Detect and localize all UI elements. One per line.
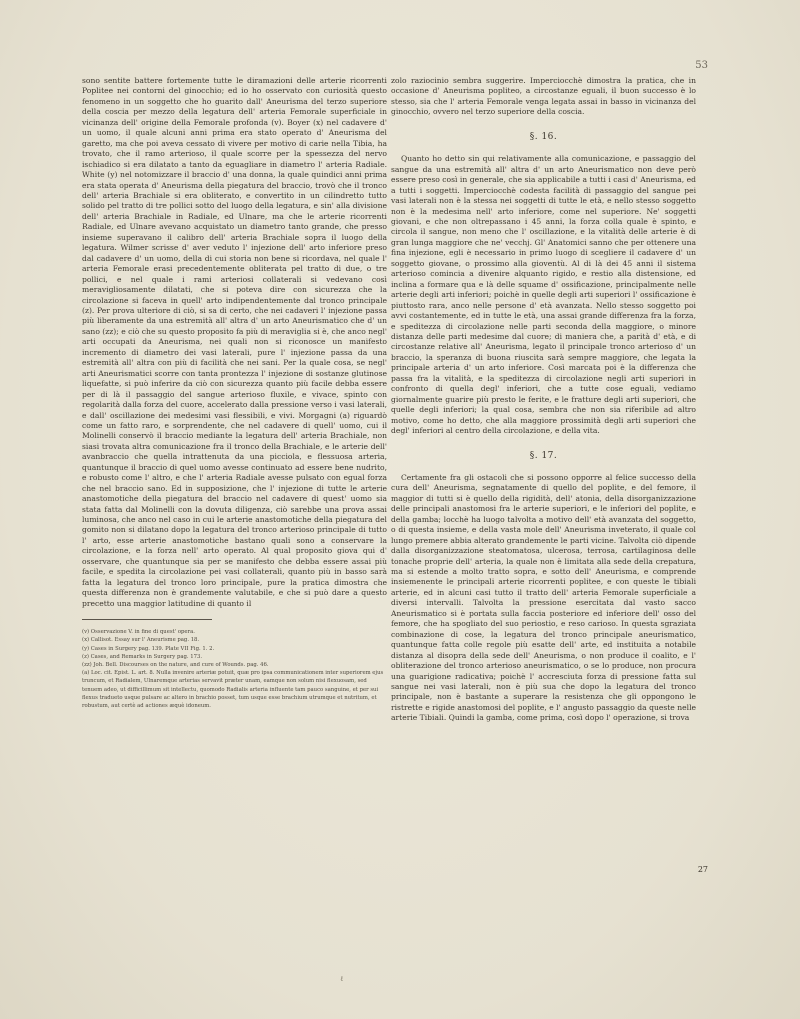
section-16-heading: §. 16. <box>529 131 558 142</box>
section-17-text: Certamente fra gli ostacoli che si possono opporre al felice successo della cura dell' Aneurisma, segnatamente di quello del poplite, e del femore, il maggior di tutti si è quello della rigidità, dell' atonia, della disorganizzazione delle principali anastomosi fra le arterie superiori, e le inferiori del poplite, e della gamba; locchè ha luogo talvolta a motivo dell' età avanzata del soggetto, o di questa insieme, e della vasta mole dell' Aneurisma inveterato, il quale col lungo premere abbia alterato grandemente le parti vicine. Talvolta ciò dipende dalla disorganizzazione steatomatosa, ulcerosa, terrosa, cartilaginosa delle tonache proprie dell' arteria, la quale non è limitata alla sede della crepatura, ma si estende a molto tratto sopra, e sotto dell' Aneurisma, e comprende insiemenente le principali arterie ricorrenti poplitee, e con queste le tibiali arterie, ed in alcuni casi tutto il tratto dell' arteria Femorale superficiale a diversi intervalli. Talvolta la pressione esercitata dal vasto sacco Aneurismatico si è portata sulla faccia posteriore ed inferiore dell' osso del femore, che ha spogliato del suo periostio, e reso carioso. In questa sgraziata combinazione di cose, la legatura del tronco principale aneurismatico, quantunque fatta colle regole più esatte dell' arte, ed instituita a notabile distanza al disopra della sede dell' Aneurisma, o non produce il coalito, e l' obliterazione del tronco arterioso aneurismatico, o se lo produce, non procura una guarigione radicativa; poichè l' accresciuta forza di pressione fatta sul sangue nei vasi laterali, non è più sua che dopo la legatura del tronco principale, non è bastante a superare la resistenza che gli oppongono le ristrette e rigide anastomosi del poplite, e l' angusto passaggio da queste nelle arterie Tibiali. Quindi la gamba, come prima, così dopo l' operazione, si trova <box>391 472 696 723</box>
section-17-heading: §. 17. <box>529 450 558 461</box>
footnotes <box>82 628 387 710</box>
right-column <box>391 76 696 724</box>
left-body-paragraph: sono sentite battere fortemente tutte le diramazioni delle arterie ricorrenti Poplitee nei contorni del ginocchio; ed io ho osservato con curiosità questo fenomeno in un soggetto che ho guarito dall' Aneurisma del terzo superiore della coscia per mezzo della legatura dell' arteria Femorale superficiale in vicinanza dell' origine della Femorale profonda (v). Boyer (x) nel cadavere d' un uomo, il quale alcuni anni prima era stato operato d' Aneurisma del garetto, ma che poi aveva cessato di vivere per motivo di carie nella Tibia, ha trovato, che il ramo arterioso, il quale scorre per la spessezza del nervo ischiadico si era dilatato a tanto da eguagliare in diametro l' arteria Radiale. White (y) nel notomizzare il braccio d' una donna, la quale quindici anni prima era stata operata d' Aneurisma della piegatura del braccio, trovò che il tronco dell' arteria Brachiale si era obliterato, e convertito in un cilindretto tutto solido pel tratto di tre pollici sotto del luogo della legatura, e sin' alla divisione dell' arteria Brachiale in Radiale, ed Ulnare, ma che le arterie ricorrenti Radiale, ed Ulnare avevano acquistato un diametro tanto grande, che presso insieme superavano il calibro dell' arteria Brachiale sopra il luogo della legatura. Wilmer scrisse d' aver veduto l' injezione dell' arto inferiore preso dal cadavere d' un uomo, della di cui storia non bene si ricordava, nel quale l' arteria Femorale erasi precedentemente obliterata pel tratto di due, o tre pollici, e nel quale i rami arteriosi collaterali si vedevano così meravigliosamente dilatati, che si poteva dire con sicurezza che la circolazione si faceva in quell' arto indipendentemente dal tronco principale (z). Per prova ulteriore di ciò, si sa di certo, che nei cadaveri l' injezione passa più liberamente da una estremità all' altra d' un arto Aneurismatico che d' un sano (zz); e ciò che su questo proposito fa più di meraviglia si è, che anco negl' arti occupati da Aneurisma, nei quali non si riconosce un manifesto incremento di diametro dei vasi laterali, pure l' injezione passa da una estremità all' altra con più di facilità che nei sani. Per la quale cosa, se negl' arti Aneurismatici scorre con tanta prontezza l' injezione di sostanze glutinose liquefatte, si può inferire da ciò con sicurezza quanto più facile debba essere per di là il passaggio del sangue arterioso fluxile, e vivace, spinto con regolarità dalla forza del cuore, accelerato dalla pressione verso i vasi laterali, e dall' oscillazione dei medesimi vasi flessibili, e vivi. Morgagni (a) riguardò come un fatto raro, e sorprendente, che nel cadavere di quell' uomo, cui il Molinelli conservò il braccio mediante la legatura dell' arteria Brachiale, non siasi trovata altra comunicazione fra il tronco della Brachiale, e le arterie dell' avanbraccio che quella intrattenuta da una picciola, e flessuosa arteria, quantunque il braccio di quel uomo avesse continuato ad essere bene nudrito, e robusto come l' altro, e che l' arteria Radiale avesse pulsato con egual forza che nel braccio sano. Ed in supposizione, che l' injezione di tutte le arterie anastomotiche della piegatura del braccio nel cadavere di quest' uomo sia stata fatta dal Molinelli con la dovuta diligenza, ciò sarebbe una prova assai luminosa, che anco nel caso in cui le arterie anastomotiche della piegatura del gomito non si dilatano dopo la legatura del tronco arterioso principale di tutto l' arto, esse arterie anastomotiche bastano quali sono a conservare la circolazione, e la forza nell' arto operato. Al qual proposito giova qui d' osservare, che quantunque sia per se manifesto che debba essere assai più facile, e spedita la circolazione pei vasi collaterali, quanto più in basso sarà fatta la legatura del tronco loro principale, pure la pratica dimostra che questa differenza non è grandemente valutabile, e che si può dare a questo precetto una maggior latitudine di quanto il <box>82 76 387 608</box>
left-column <box>82 76 387 710</box>
footnote-zz: (zz) Joh. Bell. Discourses on the nature, and cure of Wounds. pag. 46. <box>82 661 269 668</box>
right-intro-paragraph: zolo raziocinio sembra suggerire. Imperciocchè dimostra la pratica, che in occasione d' Aneurisma popliteo, a circostanze eguali, il buon successo è lo stesso, sia che l' arteria Femorale venga legata assai in basso in vicinanza del ginocchio, ovvero nel terzo superiore della coscia. <box>391 76 696 117</box>
footnote-x: (x) Callisot. Essay sur l' Aneurisme pag. 18. <box>82 637 200 644</box>
footnote-rule <box>82 619 212 620</box>
footer-mark: ℓ <box>340 975 344 983</box>
signature-mark: 27 <box>697 865 708 874</box>
footnote-a: (a) Loc. cit. Epist. L. art. 8. Nulla invenire arteriæ potuit, quæ pro ipsa communicationem inter superiorem ejus truncum, et Radialem, Ulnaremque arterias servavit præter unam, eamque non solum nisi flexuosam, sed tenuem adeo, ut difficillimum sit intellectu, quomodo Radialis arteria influente tam pauco sanguine, et per sui flexus tradueto usque pulsare ac altero in brachio posset, tum usque esse brachium utrumque et nutritum, et robustum, aut certè ad actiones æquè idoneum. <box>82 670 384 709</box>
footnote-z: (z) Cases, and Remarks in Surgery pag. 173. <box>82 653 203 660</box>
footnote-y: (y) Cases in Surgery pag. 139. Plate VII Fig. 1. 2. <box>82 645 215 652</box>
section-16-text: Quanto ho detto sin qui relativamente alla comunicazione, e passaggio del sangue da una estremità all' altra d' un arto Aneurismatico non deve però essere preso così in generale, che sia applicabile a tutti i casi d' Aneurisma, ed a tutti i soggetti. Imperciocchè codesta facilità di passaggio del sangue pei vasi laterali non è la stessa nei soggetti di tutte le età, e nello stesso soggetto non è la medesima nell' arto inferiore, come nel superiore. Ne' soggetti giovani, e che non oltrepassano i 45 anni, la forza colla quale è spinto, e circola il sangue, non meno che l' oscillazione, e la vitalità delle arterie è di gran lunga maggiore che ne' vecchj. Gl' Anatomici sanno che per ottenere una fina injezione, egli è necessario in primo luogo di scegliere il cadavere d' un soggetto giovane, o prossimo alla gioventù. Al di là dei 45 anni il sistema arterioso comincia a divenire alquanto rigido, e restio alla distensione, ed inclina a formare qua e là delle squame d' ossificazione, principalmente nelle arterie degli arti inferiori; poichè in quelle degli arti superiori l' ossificazione è piuttosto rara, anco nelle persone d' età avanzata. Nello stesso soggetto poi avvi costantemente, ed in tutte le età, una assai grande differenza fra la forza, e speditezza di circolazione nelle parti seconda della maggiore, o minore distanza delle parti medesime dal cuore; di maniera che, a parità d' età, e di circostanze relative all' Aneurisma, legato il principale tronco arterioso d' un braccio, la speranza di buona riuscita sarà sempre maggiore, che legata la principale arteria d' un arto inferiore. Così marcata poi è la differenza che passa fra la vitalità, e la speditezza di circolazione negli arti superiori in confronto di quella degl' inferiori, che a tutte cose eguali, vediamo giornalmente guarire più presto le ferite, e le fratture degli arti superiori, che quelle degli inferiori; la qual cosa, sembra che non sia riferibile ad altro motivo, come ho detto, che alla maggiore prossimità degli arti superiori che degl' inferiori al centro della circolazione, e della vita. <box>391 154 696 436</box>
footnote-v: (v) Osservazione V. in fine di quest' opera. <box>82 629 195 636</box>
page-number: 53 <box>695 60 708 71</box>
